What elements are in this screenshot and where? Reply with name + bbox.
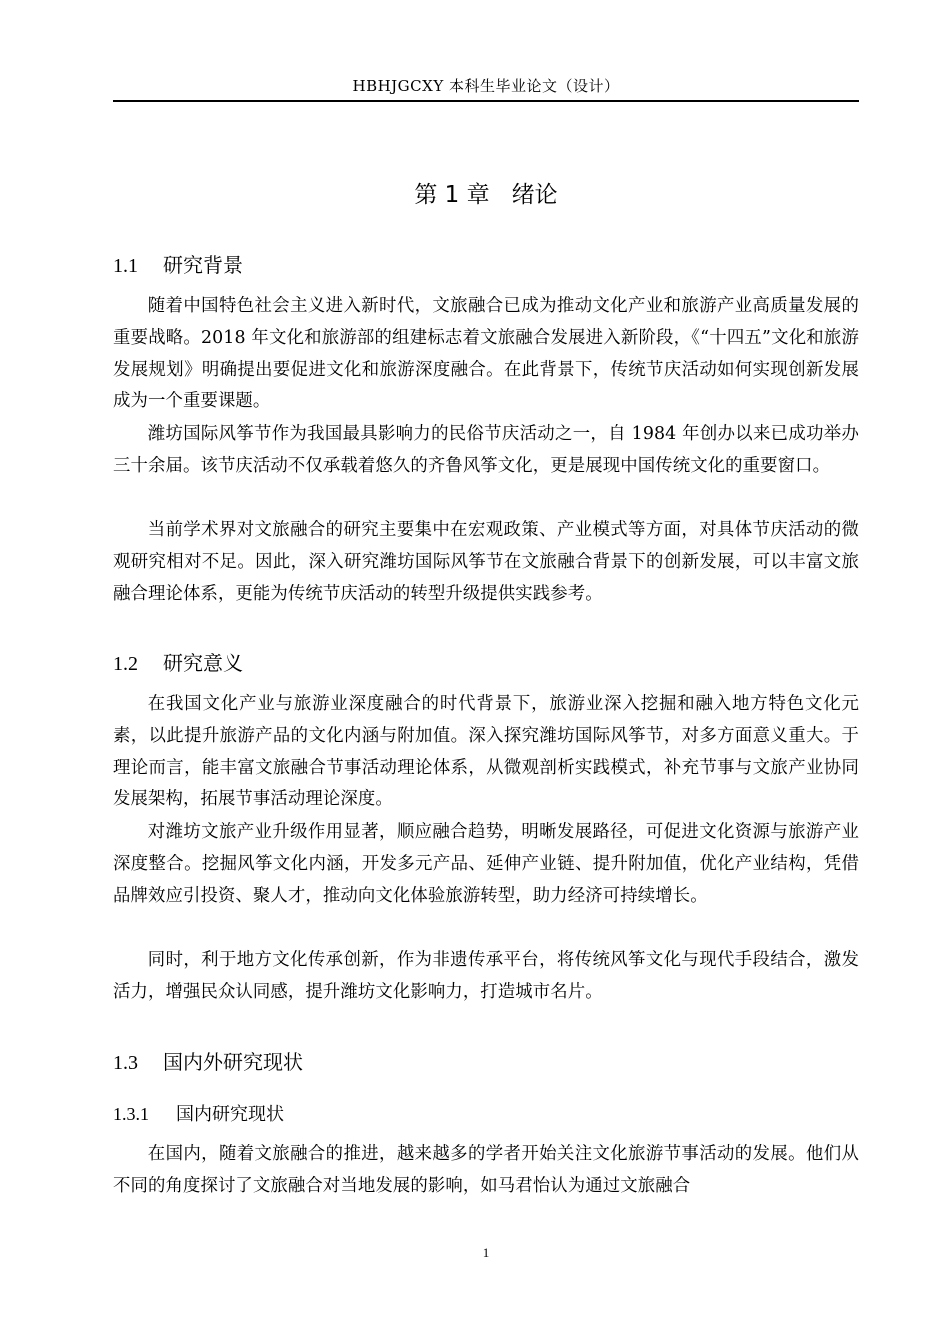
section-title: 研究意义 bbox=[163, 651, 243, 675]
section-number: 1.2 bbox=[113, 653, 138, 675]
paragraph: 当前学术界对文旅融合的研究主要集中在宏观政策、产业模式等方面，对具体节庆活动的微观研究相对不足。因此，深入研究潍坊国际风筝节在文旅融合背景下的创新发展，可以丰富文旅融合理论体系，更能为传统节庆活动的转型升级提供实践参考。 bbox=[113, 520, 859, 604]
section-heading-1-2 bbox=[113, 648, 243, 679]
chapter-number: 第 1 章 bbox=[414, 182, 490, 208]
section-heading-1-1 bbox=[113, 250, 243, 281]
section-heading-1-3 bbox=[113, 1047, 303, 1078]
paragraph: 潍坊国际风筝节作为我国最具影响力的民俗节庆活动之一，自 1984 年创办以来已成功举办三十余届。该节庆活动不仅承载着悠久的齐鲁风筝文化，更是展现中国传统文化的重要窗口。 bbox=[113, 424, 859, 476]
subsection-title: 国内研究现状 bbox=[176, 1104, 284, 1125]
paragraph: 在我国文化产业与旅游业深度融合的时代背景下，旅游业深入挖掘和融入地方特色文化元素，以此提升旅游产品的文化内涵与附加值。深入探究潍坊国际风筝节，对多方面意义重大。于理论而言，能丰富文旅融合节事活动理论体系，从微观剖析实践模式，补充节事与文旅产业协同发展架构，拓展节事活动理论深度。 bbox=[113, 694, 859, 810]
chapter-title bbox=[113, 178, 859, 212]
section-number: 1.1 bbox=[113, 255, 138, 277]
chapter-name: 绪论 bbox=[511, 182, 558, 208]
section-title: 国内外研究现状 bbox=[163, 1050, 303, 1074]
paragraph: 同时，利于地方文化传承创新，作为非遗传承平台，将传统风筝文化与现代手段结合，激发活力，增强民众认同感，提升潍坊文化影响力，打造城市名片。 bbox=[113, 950, 859, 1002]
subsection-number: 1.3.1 bbox=[113, 1104, 149, 1124]
paragraph: 随着中国特色社会主义进入新时代，文旅融合已成为推动文化产业和旅游产业高质量发展的重要战略。2018 年文化和旅游部的组建标志着文旅融合发展进入新阶段，《“十四五”文化和旅游发展规划》明确提出要促进文化和旅游深度融合。在此背景下，传统节庆活动如何实现创新发展成为一个重要课题。 bbox=[113, 296, 859, 412]
header-rule bbox=[113, 100, 859, 102]
section-title: 研究背景 bbox=[163, 253, 243, 277]
running-header: HBHJGCXY 本科生毕业论文（设计） bbox=[352, 77, 620, 95]
paragraph: 对潍坊文旅产业升级作用显著，顺应融合趋势，明晰发展路径，可促进文化资源与旅游产业深度整合。挖掘风筝文化内涵，开发多元产品、延伸产业链、提升附加值，优化产业结构，凭借品牌效应引投资、聚人才，推动向文化体验旅游转型，助力经济可持续增长。 bbox=[113, 822, 859, 906]
page-number: 1 bbox=[482, 1245, 490, 1260]
paragraph: 在国内，随着文旅融合的推进，越来越多的学者开始关注文化旅游节事活动的发展。他们从不同的角度探讨了文旅融合对当地发展的影响，如马君怡认为通过文旅融合 bbox=[113, 1144, 859, 1196]
subsection-heading-1-3-1 bbox=[113, 1100, 284, 1129]
section-number: 1.3 bbox=[113, 1052, 138, 1074]
